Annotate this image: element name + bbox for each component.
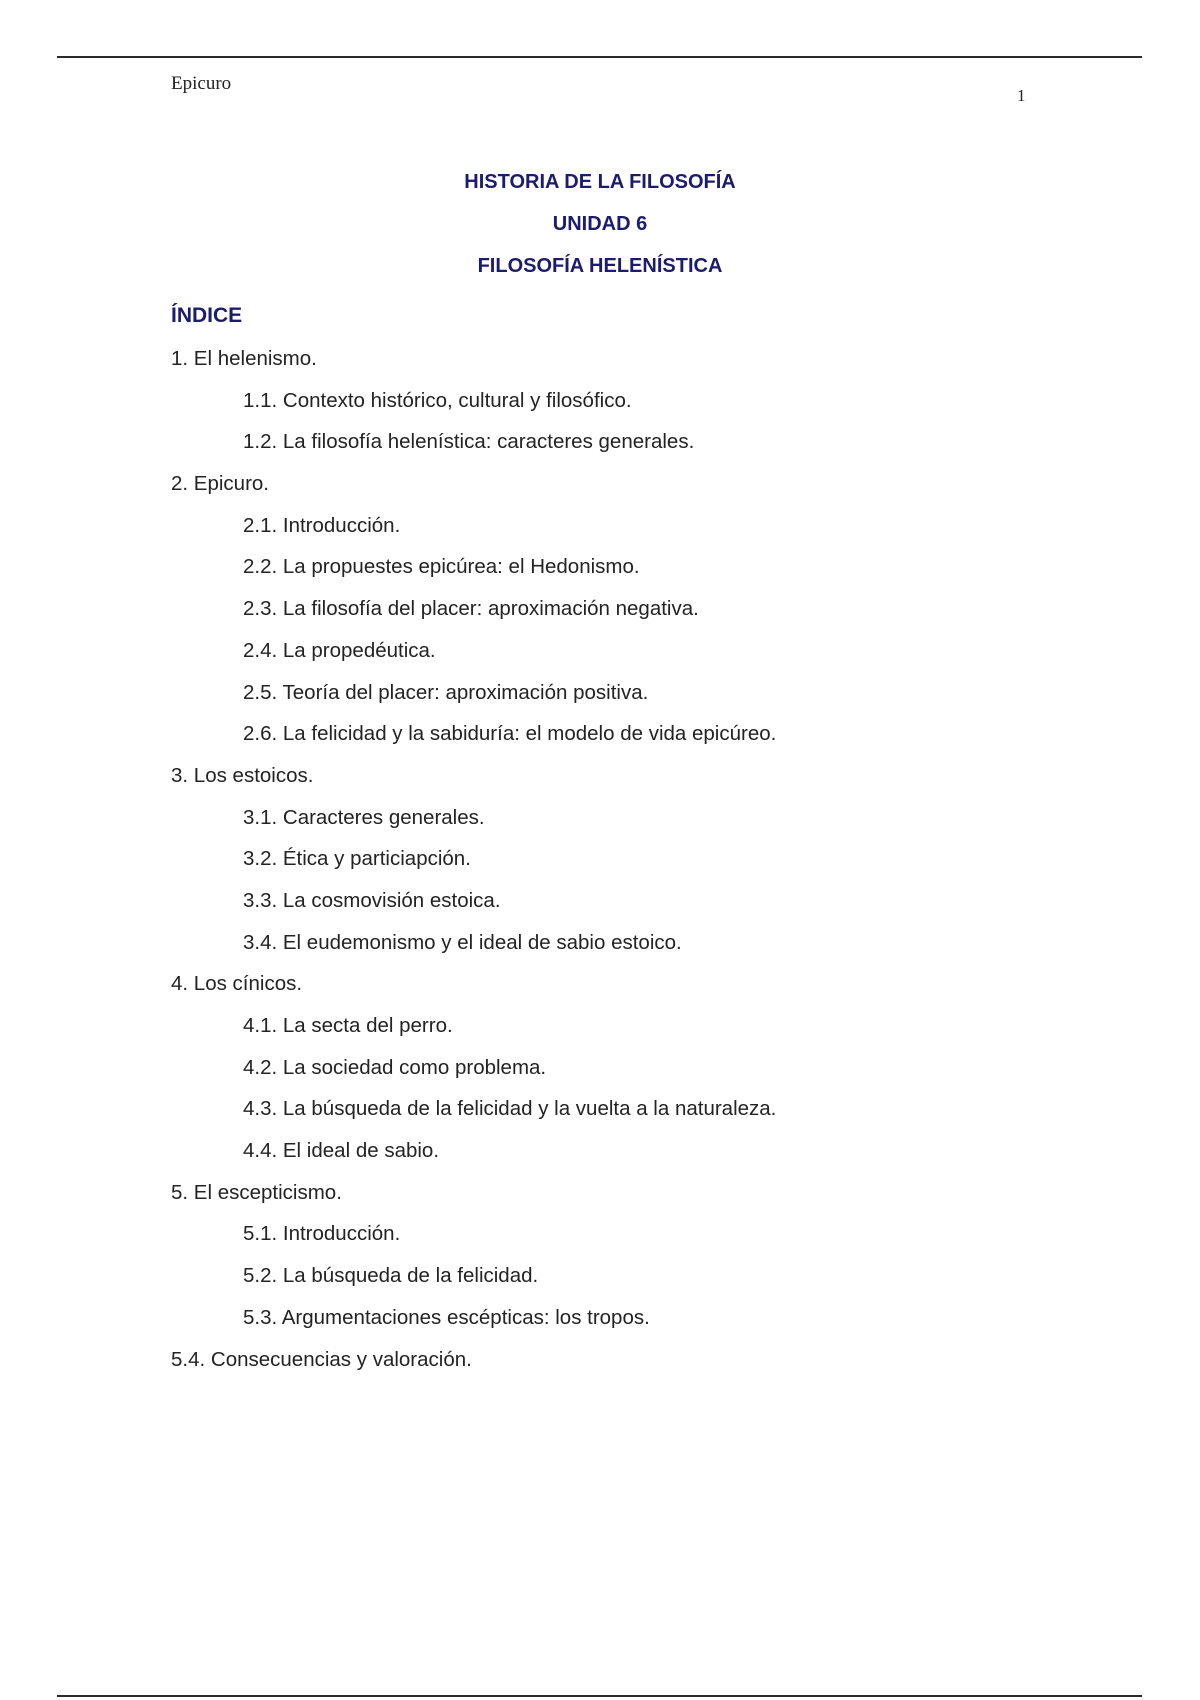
toc-subentry: 2.5. Teoría del placer: aproximación positiva. — [243, 680, 649, 704]
document-title — [0, 167, 1200, 293]
toc-subentry: 2.3. La filosofía del placer: aproximación negativa. — [243, 597, 699, 621]
header-rule — [57, 56, 1142, 58]
toc-entry: 5.4. Consecuencias y valoración. — [171, 1347, 472, 1371]
toc-subentry: 2.2. La propuestes epicúrea: el Hedonismo. — [243, 555, 640, 579]
toc-entry: 1. El helenismo. — [171, 347, 317, 370]
toc-subentry: 2.4. La propedéutica. — [243, 638, 436, 662]
index-heading: ÍNDICE — [171, 304, 243, 327]
footer-rule — [57, 1695, 1142, 1697]
toc-subentry: 4.1. La secta del perro. — [243, 1014, 453, 1037]
toc-subentry: 5.1. Introducción. — [243, 1222, 401, 1246]
toc-entry: 4. Los cínicos. — [171, 972, 303, 996]
toc-entry: 2. Epicuro. — [171, 472, 269, 496]
toc-subentry: 3.3. La cosmovisión estoica. — [243, 888, 501, 912]
title-line-topic: FILOSOFÍA HELENÍSTICA — [477, 255, 723, 277]
toc-entry: 3. Los estoicos. — [171, 763, 314, 787]
toc-entry: 5. El escepticismo. — [171, 1180, 342, 1204]
title-line-subject: HISTORIA DE LA FILOSOFÍA — [464, 171, 736, 193]
toc-subentry: 1.2. La filosofía helenística: caracteres generales. — [243, 430, 695, 454]
toc-subentry: 4.4. El ideal de sabio. — [243, 1139, 440, 1163]
toc-subentry: 3.4. El eudemonismo y el ideal de sabio estoico. — [243, 930, 682, 954]
toc-subentry: 4.3. La búsqueda de la felicidad y la vuelta a la naturaleza. — [243, 1097, 777, 1121]
toc-subentry: 3.1. Caracteres generales. — [243, 805, 485, 829]
title-line-unit: UNIDAD 6 — [552, 213, 648, 235]
toc-subentry: 5.3. Argumentaciones escépticas: los tropos. — [243, 1305, 650, 1329]
toc-subentry: 2.1. Introducción. — [243, 513, 401, 537]
toc-subentry: 1.1. Contexto histórico, cultural y filosófico. — [243, 388, 632, 412]
running-head: Epicuro — [171, 73, 232, 94]
table-of-contents — [171, 344, 776, 1386]
toc-subentry: 2.6. La felicidad y la sabiduría: el modelo de vida epicúreo. — [243, 722, 777, 746]
toc-subentry: 3.2. Ética y particiapción. — [243, 847, 471, 871]
toc-subentry: 4.2. La sociedad como problema. — [243, 1055, 547, 1079]
page-number: 1 — [1017, 86, 1026, 105]
toc-subentry: 5.2. La búsqueda de la felicidad. — [243, 1264, 539, 1288]
